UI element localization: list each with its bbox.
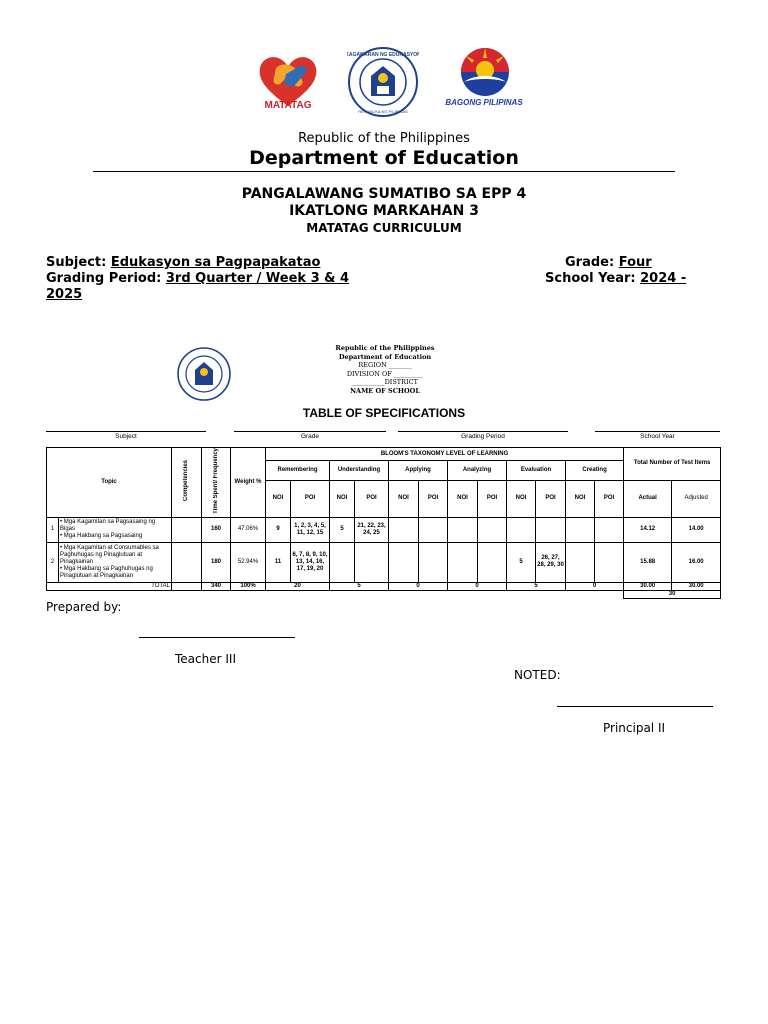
table-row <box>47 542 721 582</box>
creating-noi <box>566 542 595 582</box>
total-row <box>47 582 721 590</box>
remembering-noi: 9 <box>266 517 291 542</box>
actual-header: Actual <box>624 480 672 517</box>
analyzing-poi <box>478 517 507 542</box>
subject-field-line <box>46 431 206 432</box>
header-divider <box>93 171 675 172</box>
grade-value: Four <box>618 255 652 270</box>
total-weight: 100% <box>231 582 266 590</box>
poi-header: POI <box>419 480 448 517</box>
level-remembering: Remembering <box>266 461 330 480</box>
table-row <box>47 517 721 542</box>
topic-cell <box>59 517 172 542</box>
deped-seal-icon <box>347 46 419 118</box>
creating-poi <box>595 542 624 582</box>
competencies-header: Competencies <box>172 448 202 518</box>
tos-seal-icon <box>176 346 232 402</box>
school-year-field-line <box>595 431 720 432</box>
total-label: TOTAL <box>47 582 172 590</box>
svg-text:REPUBLIKA NG PILIPINAS: REPUBLIKA NG PILIPINAS <box>358 109 408 114</box>
competencies-cell <box>172 542 202 582</box>
analyzing-noi <box>448 542 478 582</box>
school-year-value-end: 2025 <box>46 287 83 302</box>
tos-school: NAME OF SCHOOL <box>350 386 420 395</box>
principal-signature-line <box>557 706 713 707</box>
grand-total-row <box>47 590 721 598</box>
row-number: 1 <box>47 517 59 542</box>
grand-total: 30 <box>624 590 721 598</box>
quarter-title: IKATLONG MARKAHAN 3 <box>289 203 479 219</box>
teacher-signature-line <box>139 637 295 638</box>
grade-label: Grade: <box>565 255 615 270</box>
adjusted-cell: 16.00 <box>672 542 721 582</box>
level-creating: Creating <box>566 461 624 480</box>
total-applying: 0 <box>389 582 448 590</box>
grading-period-field-line <box>398 431 568 432</box>
level-evaluation: Evaluation <box>507 461 566 480</box>
teacher-role: Teacher III <box>175 652 236 666</box>
weight-header: Weight % <box>231 448 266 518</box>
topic-cell <box>59 542 172 582</box>
total-competencies <box>172 582 202 590</box>
school-year-label: School Year: <box>545 271 636 286</box>
topic-line: • Mga Kagamitan at Consumables sa Paghuhugas ng Pinaglutuan at Pinagkainan <box>60 544 159 565</box>
tos-title: TABLE OF SPECIFICATIONS <box>302 406 466 420</box>
total-items-header: Total Number of Test Items <box>624 448 721 481</box>
school-year-line <box>545 271 686 286</box>
noi-header: NOI <box>566 480 595 517</box>
tos-district: __________DISTRICT <box>352 378 418 386</box>
applying-poi <box>419 517 448 542</box>
poi-header: POI <box>536 480 566 517</box>
topic-header: Topic <box>47 448 172 518</box>
evaluation-noi <box>507 517 536 542</box>
tos-region: REGION _______ <box>358 361 412 369</box>
total-understanding: 5 <box>330 582 389 590</box>
noi-header: NOI <box>389 480 419 517</box>
specifications-table <box>46 447 721 599</box>
weight-cell: 52.94% <box>231 542 266 582</box>
row-number: 2 <box>47 542 59 582</box>
republic-heading: Republic of the Philippines <box>298 131 470 146</box>
understanding-noi: 5 <box>330 517 355 542</box>
grade-line <box>565 255 652 270</box>
principal-role: Principal II <box>603 721 666 735</box>
curriculum-title: MATATAG CURRICULUM <box>306 221 462 235</box>
topic-line: • Mga Hakbang sa Pagsasaing <box>60 533 143 540</box>
grand-total-spacer <box>47 590 624 598</box>
analyzing-noi <box>448 517 478 542</box>
grade-field-line <box>234 431 386 432</box>
table-header-row-1 <box>47 448 721 461</box>
bagong-pilipinas-logo <box>452 44 518 100</box>
total-evaluation: 5 <box>507 582 566 590</box>
evaluation-poi <box>536 517 566 542</box>
poi-header: POI <box>595 480 624 517</box>
poi-header: POI <box>291 480 330 517</box>
competencies-cell <box>172 517 202 542</box>
subject-field-label: Subject <box>115 433 137 440</box>
evaluation-noi: 5 <box>507 542 536 582</box>
department-heading: Department of Education <box>249 147 519 169</box>
time-cell: 180 <box>202 542 231 582</box>
level-applying: Applying <box>389 461 448 480</box>
actual-cell: 15.88 <box>624 542 672 582</box>
deped-seal-logo <box>347 46 419 118</box>
noted-label: NOTED: <box>514 668 561 682</box>
time-spent-header: Time Spent/ Frequency <box>202 448 231 518</box>
remembering-noi: 11 <box>266 542 291 582</box>
matatag-label: MATATAG <box>264 100 312 111</box>
grade-field-label: Grade <box>300 433 320 440</box>
analyzing-poi <box>478 542 507 582</box>
poi-header: POI <box>478 480 507 517</box>
time-cell: 160 <box>202 517 231 542</box>
adjusted-header: Adjusted <box>672 480 721 517</box>
understanding-poi <box>355 542 389 582</box>
poi-header: POI <box>355 480 389 517</box>
applying-noi <box>389 517 419 542</box>
topic-line: • Mga Hakbang sa Paghuhugas ng Pinaglutuan at Pinagkainan <box>60 565 153 579</box>
understanding-poi: 21, 22, 23, 24, 25 <box>355 517 389 542</box>
applying-poi <box>419 542 448 582</box>
topic-line: • Mga Kagamitan sa Pagsasaing ng Bigas <box>60 519 156 533</box>
remembering-poi: 1, 2, 3, 4, 5, 11, 12, 15 <box>291 517 330 542</box>
total-creating: 0 <box>566 582 624 590</box>
total-time: 340 <box>202 582 231 590</box>
remembering-poi: 6, 7, 8, 9, 10, 13, 14, 16, 17, 19, 20 <box>291 542 330 582</box>
exam-title: PANGALAWANG SUMATIBO SA EPP 4 <box>241 186 527 202</box>
bagong-pilipinas-label: BAGONG PILIPINAS <box>445 98 523 107</box>
total-remembering: 20 <box>266 582 330 590</box>
grading-period-label: Grading Period: <box>46 271 162 286</box>
actual-cell: 14.12 <box>624 517 672 542</box>
noi-header: NOI <box>330 480 355 517</box>
tos-division: DIVISION OF _________ <box>346 369 424 378</box>
applying-noi <box>389 542 419 582</box>
understanding-noi <box>330 542 355 582</box>
grading-period-field-label: Grading Period <box>461 433 505 440</box>
svg-text:KAGAWARAN NG EDUKASYON: KAGAWARAN NG EDUKASYON <box>347 52 419 58</box>
school-year-field-label: School Year <box>640 433 675 440</box>
total-actual: 30.00 <box>624 582 672 590</box>
tos-republic: Republic of the Philippines <box>335 344 435 352</box>
grading-period-line <box>46 271 349 286</box>
level-understanding: Understanding <box>330 461 389 480</box>
creating-poi <box>595 517 624 542</box>
subject-label: Subject: <box>46 255 107 270</box>
weight-cell: 47.06% <box>231 517 266 542</box>
bagong-pilipinas-icon <box>452 44 518 100</box>
tos-letterhead <box>320 344 450 395</box>
total-analyzing: 0 <box>448 582 507 590</box>
tos-department: Department of Education <box>338 352 432 361</box>
total-adjusted: 30.00 <box>672 582 721 590</box>
level-analyzing: Analyzing <box>448 461 507 480</box>
noi-header: NOI <box>507 480 536 517</box>
subject-value: Edukasyon sa Pagpapakatao <box>110 255 321 270</box>
creating-noi <box>566 517 595 542</box>
grading-period-value: 3rd Quarter / Week 3 & 4 <box>165 271 350 286</box>
subject-line <box>46 255 320 270</box>
blooms-header: BLOOM'S TAXONOMY LEVEL OF LEARNING <box>266 448 624 461</box>
school-year-continuation <box>46 287 82 302</box>
tos-deped-seal <box>176 346 232 402</box>
noi-header: NOI <box>448 480 478 517</box>
noi-header: NOI <box>266 480 291 517</box>
prepared-by-label: Prepared by: <box>46 600 122 614</box>
adjusted-cell: 14.00 <box>672 517 721 542</box>
evaluation-poi: 26, 27, 28, 29, 30 <box>536 542 566 582</box>
school-year-value: 2024 - <box>640 271 687 286</box>
